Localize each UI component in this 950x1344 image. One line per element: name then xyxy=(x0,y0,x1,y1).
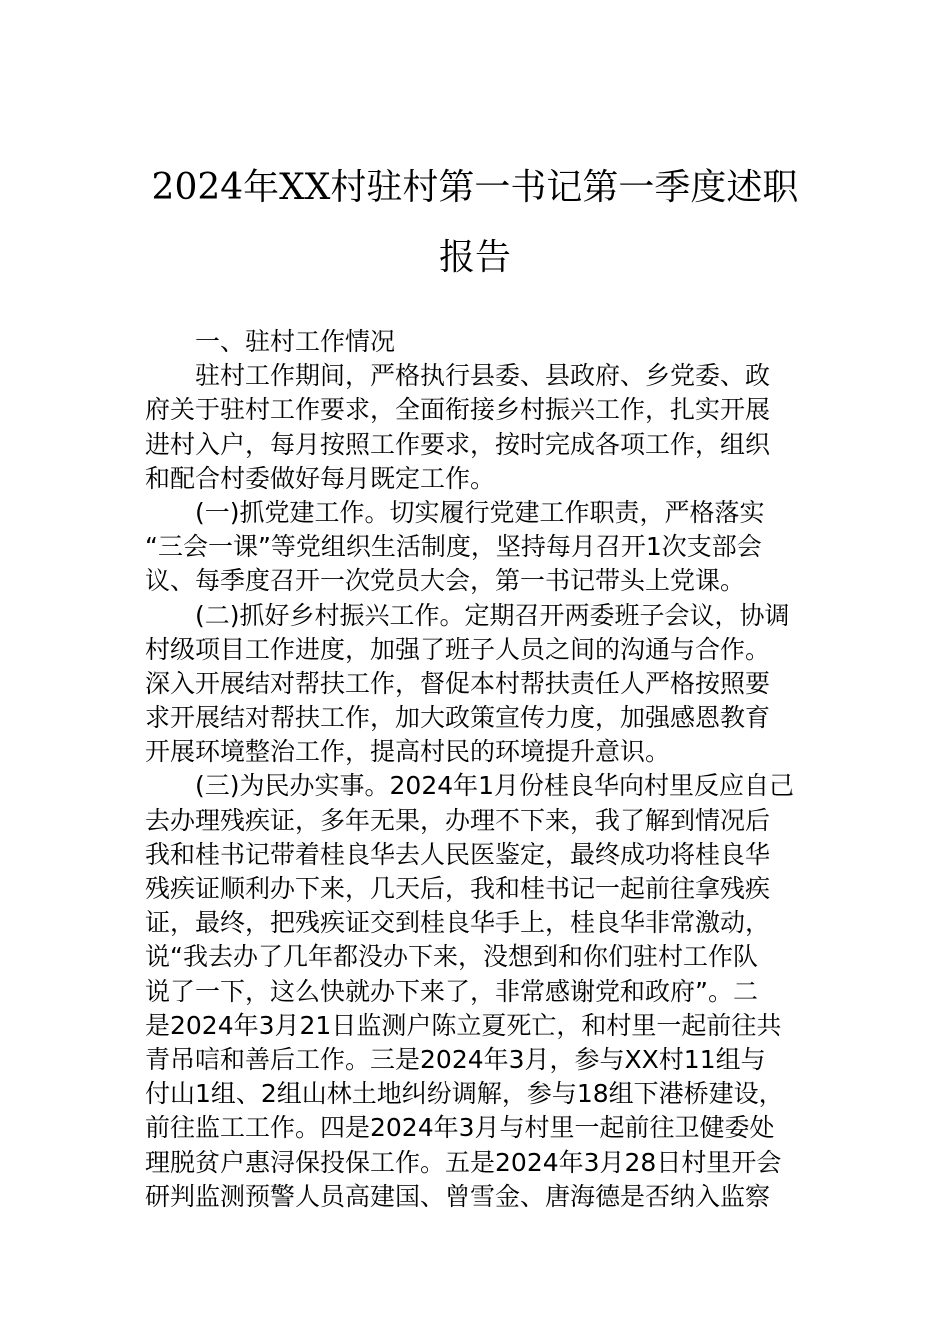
document-body xyxy=(145,325,815,1214)
document-title: 2024年XX村驻村第一书记第一季度述职 xyxy=(151,167,799,208)
paragraph-line: 开展环境整治工作，提高村民的环境提升意识。 xyxy=(145,737,671,767)
paragraph-line: 是2024年3月21日监测户陈立夏死亡，和村里一起前往共 xyxy=(145,1010,782,1040)
paragraph-line: (一)抓党建工作。切实履行党建工作职责，严格落实 xyxy=(195,497,765,527)
paragraph-line: “三会一课”等党组织生活制度，坚持每月召开1次支部会 xyxy=(145,532,762,562)
paragraph-line: 议、每季度召开一次党员大会，第一书记带头上党课。 xyxy=(145,566,746,596)
paragraph-line: 青吊唁和善后工作。三是2024年3月，参与XX村11组与 xyxy=(145,1044,766,1074)
paragraph-line: 深入开展结对帮扶工作，督促本村帮扶责任人严格按照要 xyxy=(145,668,771,698)
paragraph-line: 求开展结对帮扶工作，加大政策宣传力度，加强感恩教育 xyxy=(145,703,771,733)
paragraph-line: 去办理残疾证，多年无果，办理不下来，我了解到情况后 xyxy=(145,805,771,835)
paragraph-line: 前往监工工作。四是2024年3月与村里一起前往卫健委处 xyxy=(145,1113,775,1143)
paragraph-line: 和配合村委做好每月既定工作。 xyxy=(145,463,496,493)
paragraph-line: 进村入户，每月按照工作要求，按时完成各项工作，组织 xyxy=(145,429,771,459)
paragraph-line: 说了一下，这么快就办下来了，非常感谢党和政府”。二 xyxy=(145,976,758,1006)
paragraph-line: 付山1组、2组山林土地纠纷调解，参与18组下港桥建设， xyxy=(145,1079,784,1109)
paragraph-line: (二)抓好乡村振兴工作。定期召开两委班子会议，协调 xyxy=(195,600,790,630)
paragraph-line: 驻村工作期间，严格执行县委、县政府、乡党委、政 xyxy=(195,361,771,391)
paragraph-line: 村级项目工作进度，加强了班子人员之间的沟通与合作。 xyxy=(145,634,771,664)
document-title-continued: 报告 xyxy=(438,237,511,278)
paragraph-line: 说“我去办了几年都没办下来，没想到和你们驻村工作队 xyxy=(145,942,758,972)
paragraph-line: (三)为民办实事。2024年1月份桂良华向村里反应自己 xyxy=(195,771,795,801)
paragraph-line: 残疾证顺利办下来，几天后，我和桂书记一起前往拿残疾 xyxy=(145,874,771,903)
paragraph-line: 我和桂书记带着桂良华去人民医鉴定，最终成功将桂良华 xyxy=(145,839,771,869)
section-heading: 一、驻村工作情况 xyxy=(195,327,396,356)
paragraph-line: 理脱贫户惠浔保投保工作。五是2024年3月28日村里开会 xyxy=(145,1147,782,1177)
paragraph-line: 研判监测预警人员高建国、曾雪金、唐海德是否纳入监察 xyxy=(145,1181,771,1211)
paragraph-line: 证，最终，把残疾证交到桂良华手上，桂良华非常激动， xyxy=(145,908,771,938)
paragraph-line: 府关于驻村工作要求，全面衔接乡村振兴工作，扎实开展 xyxy=(145,395,771,425)
